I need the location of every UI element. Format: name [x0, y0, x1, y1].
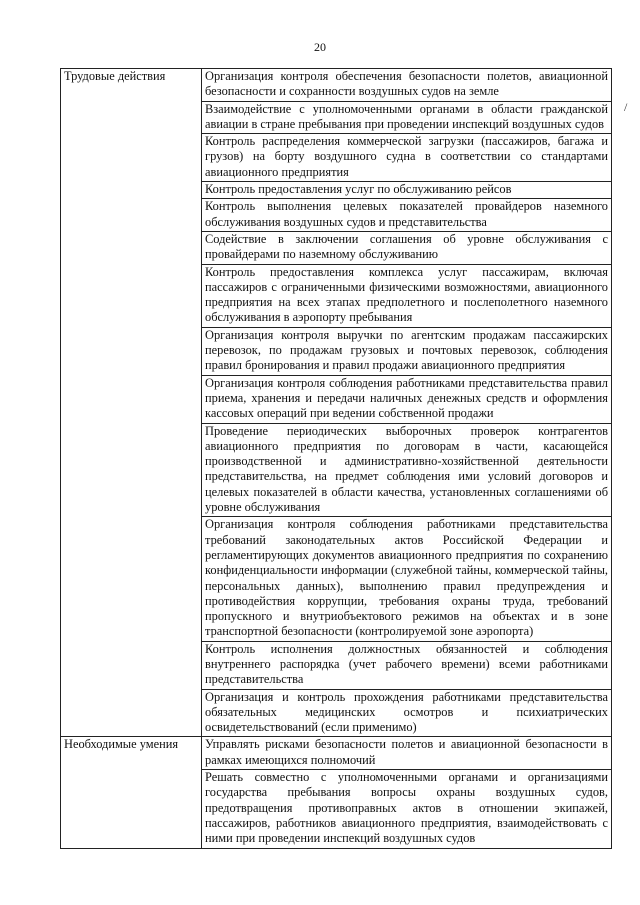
section-title: Трудовые действия: [61, 69, 202, 737]
table-cell: Организация контроля соблюдения работниками представительства требований законодательных актов Российской Федерации и регламентирующих документов авиационного предприятия по сохранению конфиденциальности информации (служебной тайны, коммерческой тайны, персональных данных), выполнению правил предупреждения и противодействия коррупции, требования охраны труда, требований пропускного и внутриобъектового режимов на объектах и в зоне транспортной безопасности (контролируемой зоне аэропорта): [202, 517, 612, 641]
table-cell: Организация контроля соблюдения работниками представительства правил приема, хранения и передачи наличных денежных средств и оформления кассовых операций при ведении собственной продажи: [202, 375, 612, 423]
margin-mark: /: [624, 100, 628, 114]
table-cell: Контроль распределения коммерческой загрузки (пассажиров, багажа и грузов) на борту воздушного судна в соответствии со стандартами авиационного предприятия: [202, 134, 612, 182]
table-cell: Контроль исполнения должностных обязанностей и соблюдения внутреннего распорядка (учет рабочего времени) всеми работниками представительства: [202, 641, 612, 689]
qualification-table: [60, 68, 612, 849]
table-cell: Решать совместно с уполномоченными органами и организациями государства пребывания вопросы охраны воздушных судов, предотвращения противоправных актов в отношении экипажей, пассажиров, работников авиационного предприятия, взаимодействовать с ними при проведении инспекций воздушных судов: [202, 770, 612, 848]
page-number: 20: [314, 40, 326, 54]
table-cell: Организация контроля обеспечения безопасности полетов, авиационной безопасности и сохранности воздушных судов на земле: [202, 69, 612, 102]
table-row: [61, 69, 612, 102]
table-row: [61, 737, 612, 770]
table-cell: Содействие в заключении соглашения об уровне обслуживания с провайдерами по наземному обслуживанию: [202, 231, 612, 264]
table-cell: Взаимодействие с уполномоченными органами в области гражданской авиации в стране пребывания при проведении инспекций воздушных судов: [202, 101, 612, 134]
table-cell: Контроль выполнения целевых показателей провайдеров наземного обслуживания воздушных судов и представительства: [202, 199, 612, 232]
table-cell: Контроль предоставления услуг по обслуживанию рейсов: [202, 182, 612, 199]
table-cell: Проведение периодических выборочных проверок контрагентов авиационного предприятия по договорам в части, касающейся производственной и административно-хозяйственной деятельности представительства, на предмет соблюдения ими условий договоров и целевых показателей в области качества, установленных соглашениями об уровне обслуживания: [202, 423, 612, 517]
table-cell: Организация контроля выручки по агентским продажам пассажирских перевозок, по продажам грузовых и почтовых перевозок, соблюдения правил бронирования и правил продажи авиационного предприятия: [202, 327, 612, 375]
table-cell: Контроль предоставления комплекса услуг пассажирам, включая пассажиров с ограниченными физическими возможностями, авиационного предприятия на всех этапах предполетного и послеполетного наземного обслуживания в аэропорту пребывания: [202, 264, 612, 327]
table-cell: Организация и контроль прохождения работниками представительства обязательных медицинских осмотров и психиатрических освидетельствований (если применимо): [202, 689, 612, 737]
qualification-table-body: [61, 69, 612, 849]
section-title: Необходимые умения: [61, 737, 202, 848]
table-cell: Управлять рисками безопасности полетов и авиационной безопасности в рамках имеющихся полномочий: [202, 737, 612, 770]
